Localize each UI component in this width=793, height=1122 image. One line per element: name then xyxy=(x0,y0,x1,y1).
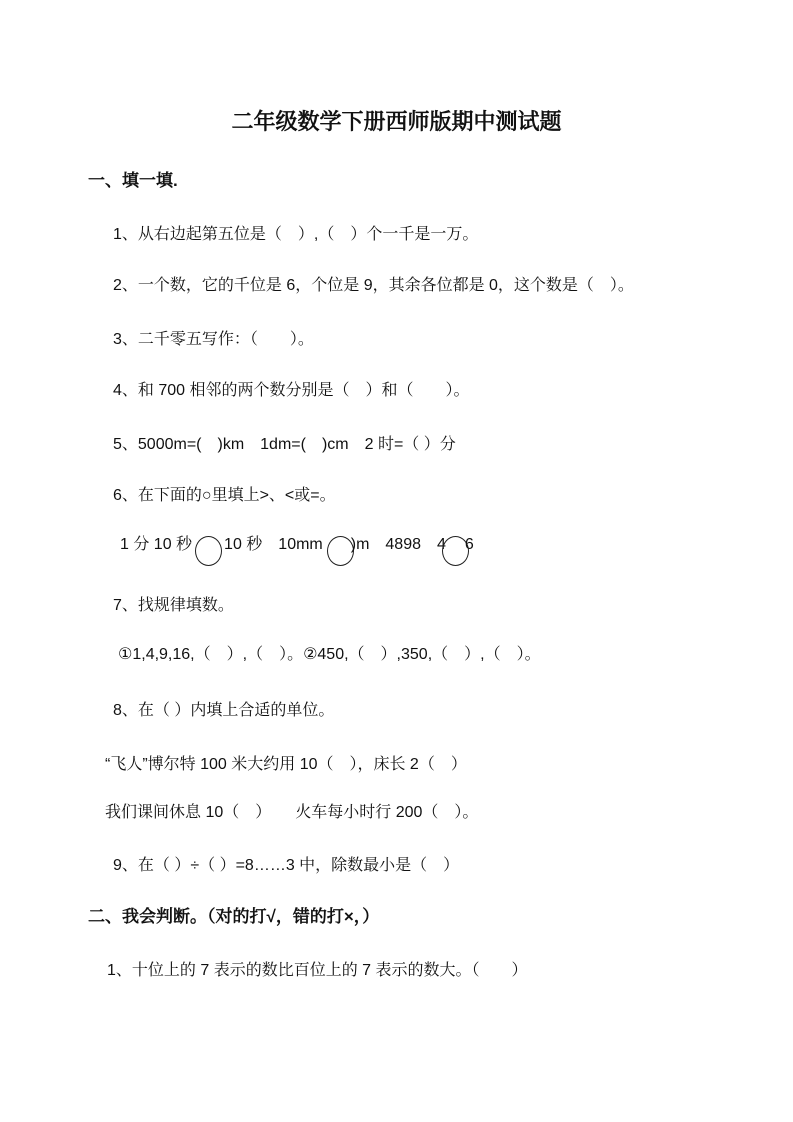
question-7: 7、找规律填数。 xyxy=(113,597,234,614)
question-8: 8、在（ ）内填上合适的单位。 xyxy=(113,702,335,719)
question-6-comparison-row xyxy=(120,533,474,566)
comparison-text-3: )m 4898 4 xyxy=(350,536,446,553)
section2-heading: 二、我会判断。（对的打√，错的打×，） xyxy=(88,907,380,926)
section1-heading: 一、填一填. xyxy=(88,171,178,190)
question-3: 3、二千零五写作：（ ）。 xyxy=(113,331,314,348)
comparison-text-2: 10 秒 10mm xyxy=(224,536,323,553)
question-4: 4、和 700 相邻的两个数分别是（ ）和（ ）。 xyxy=(113,382,470,399)
page-title: 二年级数学下册西师版期中测试题 xyxy=(231,109,562,134)
comparison-circle-icon xyxy=(327,536,354,566)
question-5: 5、5000m=( )km 1dm=( )cm 2 时=（ ）分 xyxy=(113,436,456,453)
comparison-text-1: 1 分 10 秒 xyxy=(120,536,193,553)
question-8-line1: “飞人”博尔特 100 米大约用 10（ ），床长 2（ ） xyxy=(105,756,467,773)
question-8-line2: 我们课间休息 10（ ） 火车每小时行 200（ ）。 xyxy=(105,804,479,821)
question-2: 2、一个数，它的千位是 6，个位是 9，其余各位都是 0，这个数是（ ）。 xyxy=(113,277,634,294)
comparison-circle-icon xyxy=(195,536,222,566)
comparison-text-4: 6 xyxy=(464,536,474,553)
judge-question-1: 1、十位上的 7 表示的数比百位上的 7 表示的数大。（ ） xyxy=(107,962,528,979)
question-1: 1、从右边起第五位是（ ）,（ ）个一千是一万。 xyxy=(113,226,479,243)
question-6: 6、在下面的○里填上>、<或=。 xyxy=(113,487,336,504)
question-7-items: ①1,4,9,16,（ ）,（ ）。②450,（ ）,350,（ ）,（ ）。 xyxy=(118,646,541,663)
question-9: 9、在（ ）÷（ ）=8……3 中，除数最小是（ ） xyxy=(113,857,460,874)
